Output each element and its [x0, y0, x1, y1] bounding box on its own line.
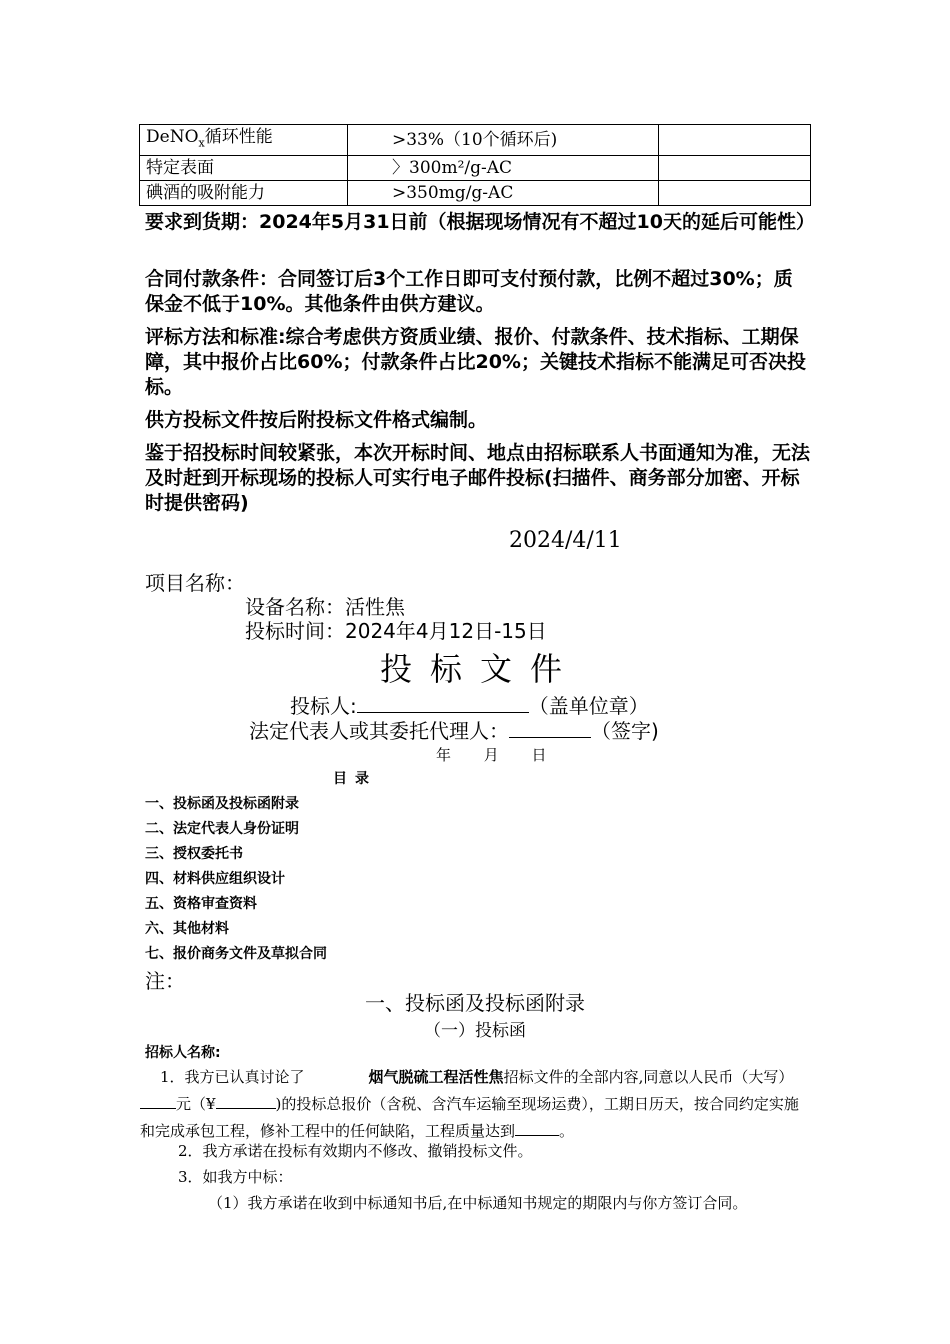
evaluation-method: 评标方法和标准:综合考虑供方资质业绩、报价、付款条件、技术指标、工期保障，其中报价占比60%；付款条件占比20%；关键技术指标不能满足可否决投标。: [145, 326, 806, 398]
spec-value: >350mg/g-AC: [348, 181, 659, 206]
toc-item: 七、报价商务文件及草拟合同: [145, 946, 327, 962]
toc-item: 一、投标函及投标函附录: [145, 796, 299, 812]
toc-item: 六、其他材料: [145, 921, 229, 937]
table-row: [140, 181, 811, 206]
representative-line: [249, 715, 659, 744]
p1-text: 元（¥: [176, 1095, 216, 1113]
letter-paragraph-1: [140, 1064, 808, 1144]
spec-table: [139, 124, 811, 206]
rep-label: 法定代表人或其委托代理人：: [249, 719, 509, 743]
toc-item: 三、授权委托书: [145, 846, 243, 862]
payment-terms: 合同付款条件：合同签订后3个工作日即可支付预付款，比例不超过30%；质保金不低于10%。其他条件由供方建议。: [145, 268, 793, 315]
doc-title: 投标文件: [380, 650, 581, 688]
letter-paragraph-3-1: （1）我方承诺在收到中标通知书后,在中标通知书规定的期限内与你方签订合同。: [208, 1194, 748, 1212]
section-title: 一、投标函及投标函附录: [365, 991, 585, 1015]
spec-value: >33%（10个循环后): [348, 125, 659, 156]
delivery-requirement: 要求到货期：2024年5月31日前（根据现场情况有不超过10天的延后可能性）: [145, 211, 815, 233]
bidder-blank: [357, 694, 529, 713]
spec-item: DeNO$_x$循环性能: [140, 125, 348, 156]
bidder-seal: （盖单位章）: [528, 694, 649, 718]
p1-text: )的投标总报价（含税、含汽车运输至现场运费），工期日历天，按合同约定实施和完成承包工程，修补工程中的任何缺陷，工程质量达到: [140, 1095, 799, 1140]
amount-number-blank: [216, 1090, 276, 1109]
rep-sign: （签字): [591, 719, 659, 743]
amount-words-blank: [140, 1090, 176, 1109]
opening-notice: 鉴于招投标时间较紧张，本次开标时间、地点由招标联系人书面通知为准，无法及时赶到开标现场的投标人可实行电子邮件投标(扫描件、商务部分加密、开标时提供密码): [145, 442, 811, 514]
toc-heading: 目录: [333, 771, 377, 787]
spec-item: 特定表面: [140, 156, 348, 181]
toc-note: 注：: [145, 969, 185, 993]
p1-text: 1．我方已认真讨论了: [160, 1068, 305, 1086]
table-row: [140, 156, 811, 181]
p1-text: 。: [559, 1122, 575, 1140]
letter-paragraph-3: 3．如我方中标：: [178, 1168, 293, 1186]
toc-list: [145, 792, 327, 967]
sub-title: （一）投标函: [424, 1021, 526, 1041]
date-fields: 年 月 日: [436, 746, 547, 764]
bidder-label: 投标人:: [290, 694, 357, 718]
spec-note: [659, 181, 811, 206]
toc-item: 四、材料供应组织设计: [145, 871, 285, 887]
project-name: 烟气脱硫工程活性焦: [368, 1068, 504, 1086]
quality-blank: [515, 1117, 559, 1136]
spec-note: [659, 156, 811, 181]
rep-blank: [509, 719, 591, 738]
recipient-label: 招标人名称:: [145, 1045, 221, 1061]
project-name-label: 项目名称：: [145, 571, 245, 595]
spec-item: 碘酒的吸附能力: [140, 181, 348, 206]
p1-text: 招标文件的全部内容,同意以人民币（大写）: [503, 1068, 794, 1086]
spec-value: 〉300m²/g-AC: [348, 156, 659, 181]
issue-date: 2024/4/11: [509, 528, 622, 553]
bid-time: 投标时间：2024年4月12日-15日: [245, 619, 547, 643]
letter-paragraph-2: 2．我方承诺在投标有效期内不修改、撤销投标文件。: [178, 1142, 533, 1160]
toc-item: 二、法定代表人身份证明: [145, 821, 299, 837]
toc-item: 五、资格审查资料: [145, 896, 257, 912]
table-row: [140, 125, 811, 156]
equipment-name: 设备名称：活性焦: [245, 595, 405, 619]
format-requirement: 供方投标文件按后附投标文件格式编制。: [145, 409, 488, 431]
spec-note: [659, 125, 811, 156]
